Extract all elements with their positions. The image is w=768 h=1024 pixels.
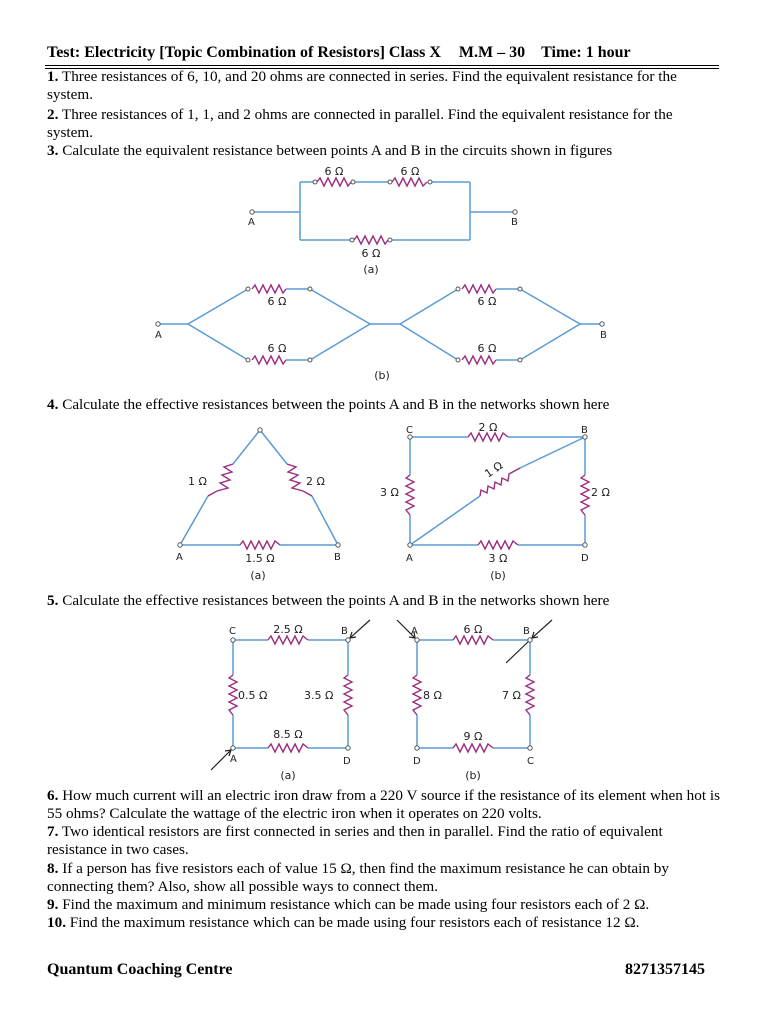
label-c: C: [406, 425, 413, 436]
resistor-right: [581, 475, 589, 515]
question-4: 4. Calculate the effective resistances between the points A and B in the networks shown here: [47, 396, 610, 413]
label-a: A: [248, 217, 255, 228]
test-time: Time: 1 hour: [541, 44, 631, 61]
test-title: Test: Electricity [Topic Combination of Resistors] Class X: [47, 44, 441, 61]
resistor-1: [252, 285, 286, 293]
label-a: A: [230, 754, 237, 765]
label-d: D: [581, 553, 589, 564]
footer-phone: 8271357145: [625, 961, 705, 978]
resistor-top: [453, 636, 493, 644]
resistor-left: [208, 464, 233, 496]
label-b: B: [600, 330, 607, 341]
resistor-top-left: [317, 178, 351, 186]
label-a: A: [411, 626, 418, 637]
label-r-right: 3.5 Ω: [304, 689, 334, 702]
label-c: C: [229, 626, 236, 637]
question-7: 7. Two identical resistors are first connected in series and then in parallel. Find the ratio of equivalent resistance in two cases.: [47, 823, 663, 858]
label-r1: 6 Ω: [267, 295, 287, 308]
label-r-top: 6 Ω: [463, 623, 483, 636]
figure-q5b: [390, 615, 570, 785]
figure-q3a: [230, 160, 540, 280]
label-b: B: [341, 626, 348, 637]
label-r-diag: 1 Ω: [482, 458, 506, 481]
label-r-bottom: 1.5 Ω: [245, 552, 275, 565]
label-r4: 6 Ω: [477, 342, 497, 355]
figure-q4b: [370, 420, 620, 585]
resistor-4: [462, 356, 496, 364]
label-b: B: [334, 552, 341, 563]
test-header: [47, 44, 721, 62]
label-r-right: 7 Ω: [502, 689, 521, 702]
label-b: B: [581, 425, 588, 436]
label-r-left: 8 Ω: [423, 689, 442, 702]
label-a: A: [176, 552, 183, 563]
question-9: 9. Find the maximum and minimum resistance which can be made using four resistors each of 2 Ω.: [47, 896, 650, 913]
label-b: B: [523, 626, 530, 637]
label-a: A: [155, 330, 162, 341]
resistor-bottom: [478, 541, 518, 549]
label-r-bottom: 3 Ω: [488, 552, 508, 565]
caption-q4b: (b): [490, 569, 506, 582]
resistor-left: [229, 675, 237, 715]
label-r2: 6 Ω: [267, 342, 287, 355]
label-c: C: [527, 756, 534, 767]
label-r-bottom: 8.5 Ω: [273, 728, 303, 741]
max-marks: M.M – 30: [458, 44, 526, 61]
resistor-bottom: [453, 744, 493, 752]
question-1: 1. Three resistances of 6, 10, and 20 ohms are connected in series. Find the equivalent resistance for the system.: [47, 68, 677, 103]
resistor-3: [462, 285, 496, 293]
label-r-top-left: 6 Ω: [324, 165, 344, 178]
label-r-left: 3 Ω: [380, 486, 399, 499]
question-10: 10. Find the maximum resistance which can be made using four resistors each of resistance 12 Ω.: [47, 914, 640, 931]
caption-q3b: (b): [374, 369, 390, 382]
header-rule-top: [45, 65, 719, 66]
label-d: D: [343, 756, 351, 767]
footer-org: Quantum Coaching Centre: [47, 961, 233, 978]
resistor-right: [344, 675, 352, 715]
question-8: 8. If a person has five resistors each of value 15 Ω, then find the maximum resistance he can obtain by connecting them? Also, show all possible ways to connect them.: [47, 860, 669, 895]
resistor-2: [252, 356, 286, 364]
resistor-top-right: [392, 178, 427, 186]
label-r-right: 2 Ω: [591, 486, 610, 499]
caption-q5a: (a): [280, 769, 296, 782]
label-r-right: 2 Ω: [306, 475, 325, 488]
caption-q4a: (a): [250, 569, 266, 582]
resistor-left: [413, 675, 421, 715]
label-r-top: 2 Ω: [478, 421, 498, 434]
resistor-right: [526, 675, 534, 715]
label-r-top-right: 6 Ω: [400, 165, 420, 178]
label-r-top: 2.5 Ω: [273, 623, 303, 636]
resistor-left: [406, 475, 414, 515]
resistor-bottom: [240, 541, 280, 549]
caption-q3a: (a): [363, 263, 379, 276]
label-r-bottom: 6 Ω: [361, 247, 381, 260]
question-3: 3. Calculate the equivalent resistance between points A and B in the circuits shown in figures: [47, 142, 613, 159]
question-6: 6. How much current will an electric iron draw from a 220 V source if the resistance of its element when hot is 55 ohms? Calculate the wattage of the electric iron when it operates on 220 volts.: [47, 787, 720, 822]
figure-q5a: [200, 615, 380, 785]
label-r-left: 1 Ω: [188, 475, 207, 488]
figure-q4a: [170, 420, 350, 585]
resistor-bottom: [268, 744, 308, 752]
figure-q3b: [150, 280, 620, 385]
label-a: A: [406, 553, 413, 564]
label-r3: 6 Ω: [477, 295, 497, 308]
resistor-top: [468, 433, 508, 441]
resistor-bottom: [354, 236, 388, 244]
label-d: D: [413, 756, 421, 767]
label-r-left: 0.5 Ω: [238, 689, 268, 702]
resistor-top: [268, 636, 308, 644]
label-r-bottom: 9 Ω: [463, 730, 483, 743]
question-2: 2. Three resistances of 1, 1, and 2 ohms are connected in parallel. Find the equivalent resistance for the system.: [47, 106, 673, 141]
label-b: B: [511, 217, 518, 228]
caption-q5b: (b): [465, 769, 481, 782]
question-5: 5. Calculate the effective resistances between the points A and B in the networks shown here: [47, 592, 610, 609]
